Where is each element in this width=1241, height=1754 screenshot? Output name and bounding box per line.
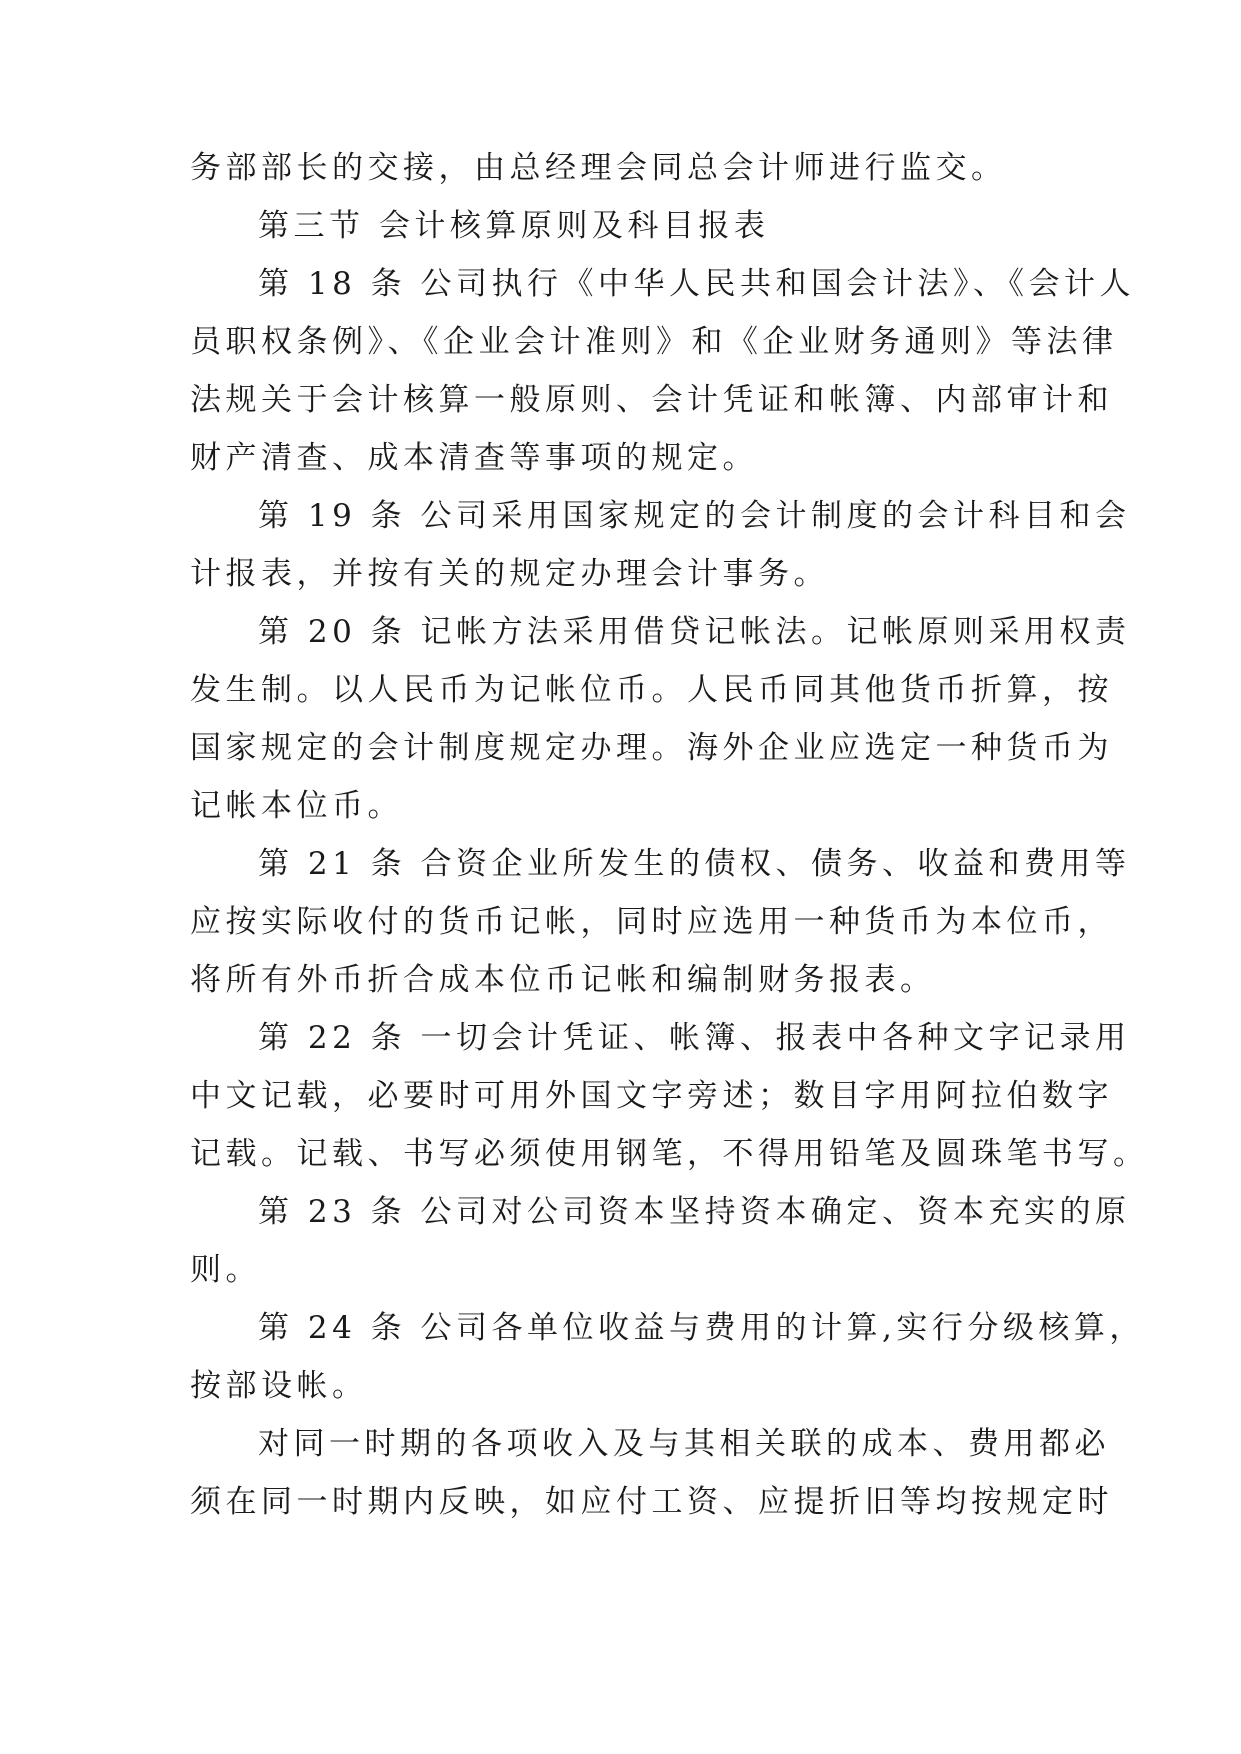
article-22-line-2: 中文记载，必要时可用外国文字旁述；数目字用阿拉伯数字 bbox=[190, 1078, 1113, 1114]
paragraph-line-2: 须在同一时期内反映，如应付工资、应提折旧等均按规定时 bbox=[190, 1484, 1113, 1520]
article-18-line-2: 员职权条例》、《企业会计准则》和《企业财务通则》等法律 bbox=[190, 324, 1118, 360]
text-line-1: 务部部长的交接，由总经理会同总会计师进行监交。 bbox=[190, 150, 1007, 186]
article-20-line-3: 国家规定的会计制度规定办理。海外企业应选定一种货币为 bbox=[190, 730, 1113, 766]
article-22-line-3: 记载。记载、书写必须使用钢笔，不得用铅笔及圆珠笔书写。 bbox=[190, 1136, 1149, 1172]
article-22-line-1: 第 22 条 一切会计凭证、帐簿、报表中各种文字记录用 bbox=[258, 1020, 1131, 1056]
article-19-line-1: 第 19 条 公司采用国家规定的会计制度的会计科目和会 bbox=[258, 498, 1131, 534]
article-18-line-3: 法规关于会计核算一般原则、会计凭证和帐簿、内部审计和 bbox=[190, 382, 1113, 418]
article-18-line-4: 财产清查、成本清查等事项的规定。 bbox=[190, 440, 758, 476]
article-21-line-1: 第 21 条 合资企业所发生的债权、债务、收益和费用等 bbox=[258, 846, 1131, 882]
article-20-line-1: 第 20 条 记帐方法采用借贷记帐法。记帐原则采用权责 bbox=[258, 614, 1131, 650]
article-23-line-2: 则。 bbox=[190, 1252, 261, 1288]
article-20-line-4: 记帐本位币。 bbox=[190, 788, 403, 824]
article-21-line-3: 将所有外币折合成本位币记帐和编制财务报表。 bbox=[190, 962, 936, 998]
document-page bbox=[190, 150, 1149, 1542]
article-18-line-1: 第 18 条 公司执行《中华人民共和国会计法》、《会计人 bbox=[258, 266, 1136, 302]
article-24-line-1: 第 24 条 公司各单位收益与费用的计算,实行分级核算， bbox=[258, 1310, 1145, 1346]
article-19-line-2: 计报表，并按有关的规定办理会计事务。 bbox=[190, 556, 829, 592]
article-20-line-2: 发生制。以人民币为记帐位币。人民币同其他货币折算，按 bbox=[190, 672, 1113, 708]
article-21-line-2: 应按实际收付的货币记帐，同时应选用一种货币为本位币， bbox=[190, 904, 1113, 940]
section-heading: 第三节 会计核算原则及科目报表 bbox=[258, 208, 770, 244]
paragraph-line-1: 对同一时期的各项收入及与其相关联的成本、费用都必 bbox=[258, 1426, 1110, 1462]
article-24-line-2: 按部设帐。 bbox=[190, 1368, 368, 1404]
article-23-line-1: 第 23 条 公司对公司资本坚持资本确定、资本充实的原 bbox=[258, 1194, 1131, 1230]
